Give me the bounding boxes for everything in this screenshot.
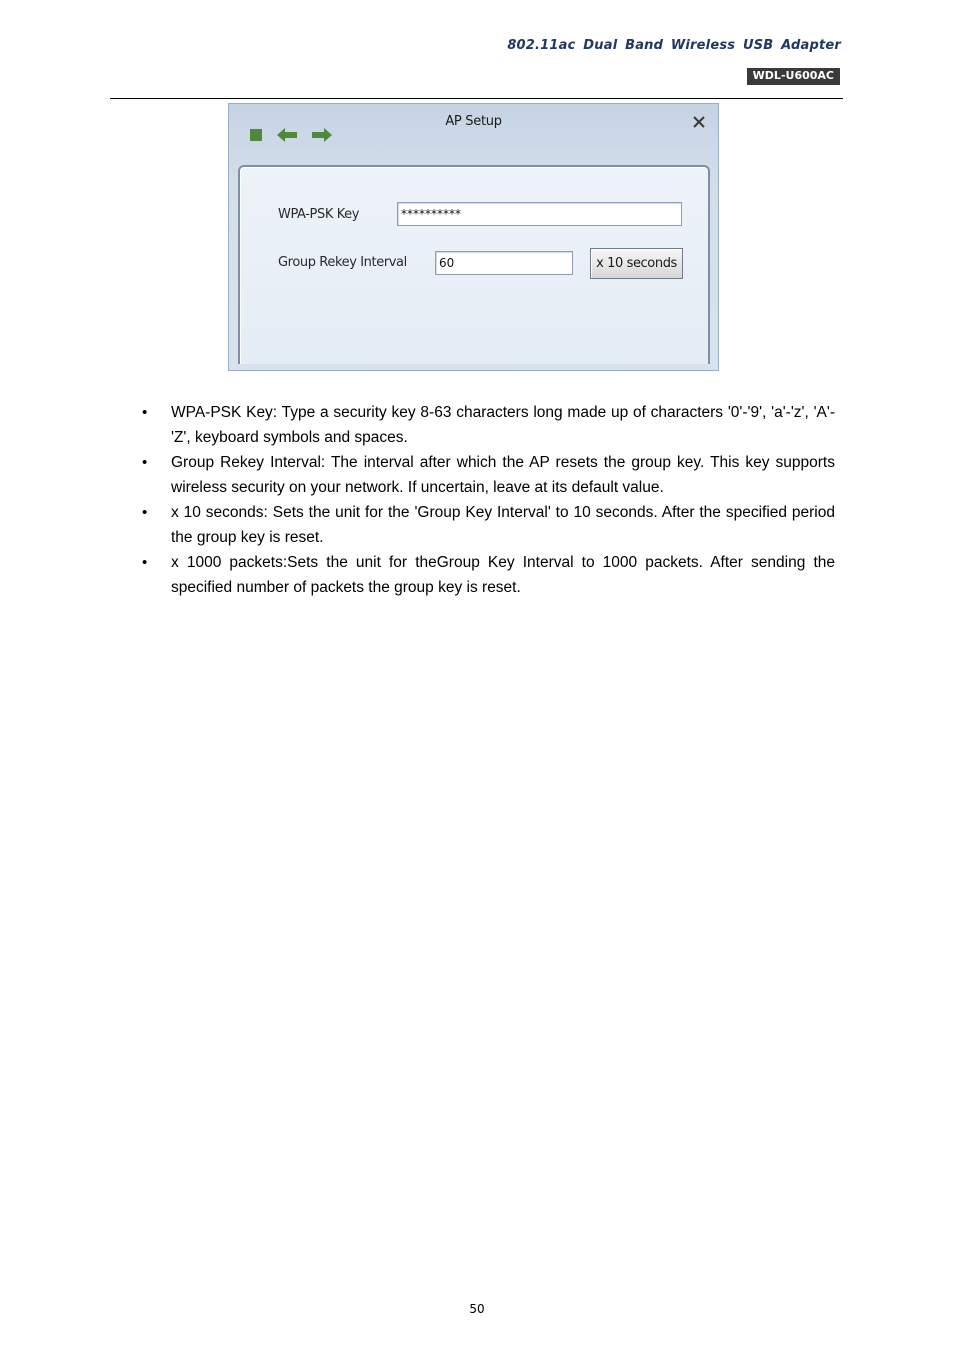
field-descriptions-list [140,400,835,600]
list-item [140,450,835,500]
list-item [140,500,835,550]
bullet-text: x 1000 packets:Sets the unit for theGroup Key Interval to 1000 packets. After sending the specified number of packets the group key is reset. [171,554,835,596]
ap-setup-dialog [228,103,719,371]
page-number: 50 [469,1302,485,1316]
bullet-icon: • [142,504,148,521]
wpa-psk-label: WPA-PSK Key [278,207,360,222]
forward-arrow-icon[interactable] [311,127,333,143]
bullet-text: Group Rekey Interval: The interval after which the AP resets the group key. This key supports wireless security on your network. If uncertain, leave at its default value. [171,454,835,496]
bullet-icon: • [142,454,148,471]
dialog-content-panel [238,165,710,364]
back-arrow-icon[interactable] [276,127,298,143]
bullet-icon: • [142,404,148,421]
group-rekey-interval-input[interactable]: 60 [435,251,573,275]
bullet-icon: • [142,554,148,571]
document-title: 802.11ac Dual Band Wireless USB Adapter [507,38,841,53]
dialog-titlebar [229,104,718,162]
list-item [140,550,835,600]
interval-unit-button[interactable]: x 10 seconds [590,248,683,279]
bullet-text: WPA-PSK Key: Type a security key 8-63 characters long made up of characters '0'-'9', 'a'-'z', 'A'-'Z', keyboard symbols and spaces. [171,404,835,446]
stop-icon[interactable] [247,127,269,143]
dialog-title: AP Setup [445,114,502,129]
close-icon[interactable] [691,114,707,130]
wpa-psk-input[interactable]: ********** [397,202,682,226]
list-item [140,400,835,450]
bullet-text: x 10 seconds: Sets the unit for the 'Group Key Interval' to 10 seconds. After the specified period the group key is reset. [171,504,835,546]
model-badge: WDL-U600AC [747,68,840,85]
group-rekey-interval-label: Group Rekey Interval [278,255,407,270]
header-divider [110,98,843,99]
